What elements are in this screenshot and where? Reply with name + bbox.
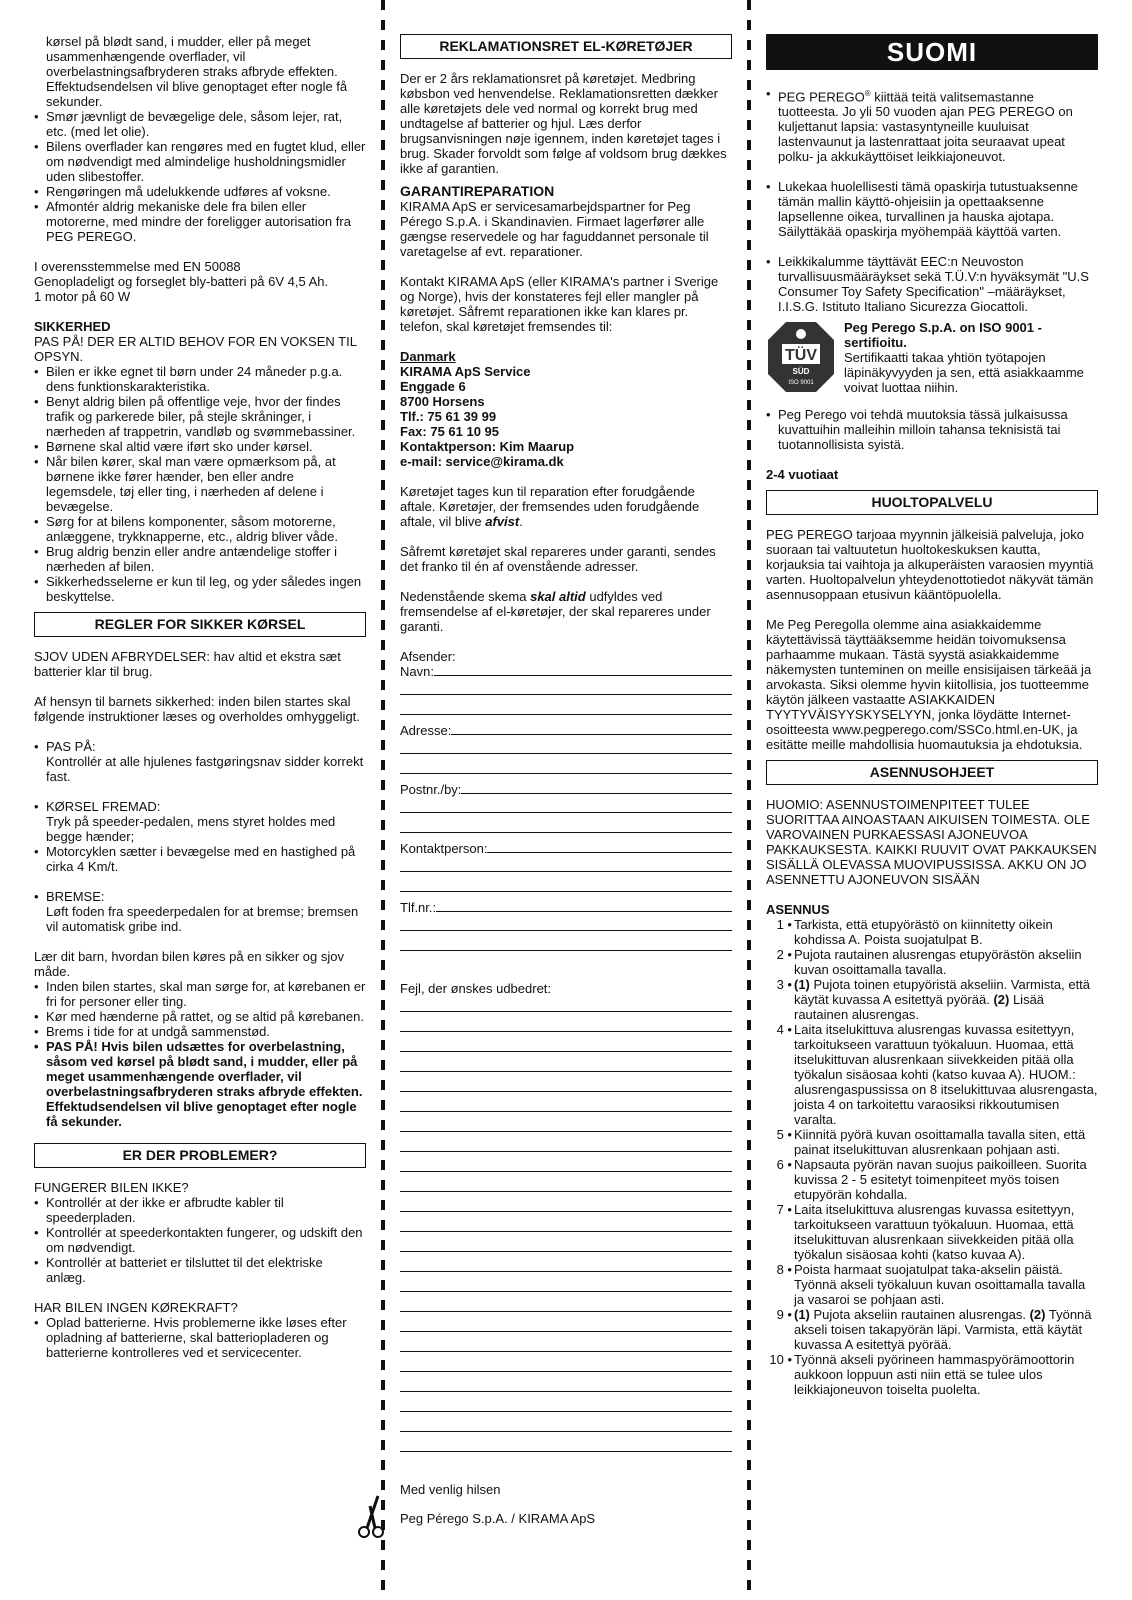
service-address — [400, 349, 732, 469]
pas-pa-text: Kontrollér at alle hjulenes fastgøringsnav sidder korrekt fast. — [46, 754, 364, 784]
brake-title: • BREMSE: — [34, 889, 366, 904]
brake-text: Løft foden fra speederpedalen for at bremse; bremsen vil automatisk gribe ind. — [46, 904, 359, 934]
list-item: • Smør jævnligt de bevægelige dele, såsom lejer, rat, etc. (med let olie). — [34, 109, 366, 139]
scissors-icon — [356, 1492, 386, 1540]
conformity-text: I overensstemmelse med EN 50088 — [34, 259, 241, 274]
list-item: • Når bilen kører, skal man være opmærksom på, at børnene ikke fører hænder, ben eller andre legemsdele, tøj eller ting, i nærheden af delene i bevægelse. — [34, 454, 366, 514]
phone-field[interactable]: Tlf.nr.: — [400, 900, 732, 915]
warranty-form — [400, 664, 732, 1452]
teach-list — [34, 979, 366, 1129]
assembly-notice: HUOMIO: ASENNUSTOIMENPITEET TULEE SUORITTAA AINOASTAAN AIKUISEN TOIMESTA. OLE VAROVAINEN PURKAESSASI AJONEUVOA PAKKAUKSESTA. KAIKKI RUUVIT OVAT PAKKAUKSEN SISÄLLÄ OLEVASSA MUOVIPUSSISSA. AKKU ON JO ASENNETTU AJONEUVON SISÄÄN — [766, 797, 1097, 888]
logo-sud-text: SÜD — [792, 367, 810, 377]
question-title: HAR BILEN INGEN KØREKRAFT? — [34, 1300, 238, 1315]
assembly-header: ASENNUSOHJEET — [766, 760, 1098, 785]
forward-title: • KØRSEL FREMAD: — [34, 799, 366, 814]
column-danish-safety — [34, 34, 366, 1360]
column-finnish — [766, 34, 1098, 1397]
list-item: • Børnene skal altid være iført sko under kørsel. — [34, 439, 366, 454]
rules-header: REGLER FOR SIKKER KØRSEL — [34, 612, 366, 637]
city: 8700 Horsens — [400, 394, 485, 409]
list-item: • Kontrollér at der ikke er afbrudte kabler til speederpladen. — [34, 1195, 366, 1225]
list-item: 2 • Pujota rautainen alusrengas etupyörästön akseliin kuvan osoittamalla tavalla. — [776, 947, 1082, 978]
list-item: • Rengøringen må udelukkende udføres af voksne. — [34, 184, 366, 199]
sender-label: Afsender: — [400, 649, 456, 664]
logo-tuv-text: TÜV — [785, 347, 817, 365]
list-item: 1 • Tarkista, että etupyörästö on kiinnitetty oikein kohdissa A. Poista suojatulpat B. — [776, 917, 1053, 948]
list-item: 6 • Napsauta pyörän navan suojus paikoilleen. Suorita kuvissa 2 - 5 esitetyt toimenpiteet myös toisen etupyörän kohdalla. — [776, 1157, 1087, 1203]
signature: Peg Pérego S.p.A. / KIRAMA ApS — [400, 1511, 596, 1526]
street: Enggade 6 — [400, 379, 466, 394]
repair-title: GARANTIREPARATION — [400, 183, 555, 199]
fax: Fax: 75 61 10 95 — [400, 424, 500, 439]
age-range: 2-4 vuotiaat — [766, 467, 839, 483]
warranty-text: Der er 2 års reklamationsret på køretøjet. Medbring købsbon ved henvendelse. Reklamationsretten dækker alle køretøjets dele ved normal og korrekt brug med undtagelse af batterier og hjul. Læs derfor brugsanvisningen nøje igennem, inden køretøjet tages i brug. Skader forvoldt som følge af voldsom brug dækkes ikke af garantien. — [400, 71, 727, 176]
standards-paragraph: • Leikkikalumme täyttävät EEC:n Neuvoston turvallisuusmääräykset sekä T.Ü.V:n hyväksymät "U.S Consumer Toy Safety Specification" –määräykset, I.I.S.G. Istituto Italiano Sicurezza Giocattoli. — [766, 254, 1098, 314]
cut-line-right — [747, 0, 751, 1600]
column-danish-warranty — [400, 34, 732, 1526]
assembly-title: ASENNUS — [766, 902, 830, 918]
question-title: FUNGERER BILEN IKKE? — [34, 1180, 189, 1195]
faults-label: Fejl, der ønskes udbedret: — [400, 981, 552, 996]
company: KIRAMA ApS Service — [400, 364, 531, 379]
list-item: • Brug aldrig benzin eller andre antændelige stoffer i nærheden af bilen. — [34, 544, 366, 574]
forward-text: Tryk på speeder-pedalen, mens styret holdes med begge hænder; — [46, 814, 336, 844]
list-item: • Kontrollér at speederkontakten fungerer, og udskift den om nødvendigt. — [34, 1225, 366, 1255]
service-header: HUOLTOPALVELU — [766, 490, 1098, 515]
service-paragraph: Me Peg Peregolla olemme aina asiakkaidemme käytettävissä täyttääksemme heidän toivomuksensa parhaamme mukaan. Tästä syystä asiakkaidemme näkemysten tunteminen on meille ensisijaisen tärkeää ja arvokasta. Siksi olemme hyvin kiitollisia, jos tuotteemme käytön jälkeen vastaatte ASIAKKAIDEN TYYTYVÄISYYSKYSELYYN, jonka löydätte Internet-osoitteesta www.pegperego.com/SSCo.html.en-UK, ja esitätte meille mahdollisia huomautuksia ja ehdotuksia. — [766, 617, 1092, 753]
list-item: • Bilen er ikke egnet til børn under 24 måneder p.g.a. dens funktionskarakteristika. — [34, 364, 366, 394]
list-item: 3 • (1) Pujota toinen etupyöristä akseliin. Varmista, että käytät kuvassa A esitettyä pyörää. (2) Lisää rautainen alusrengas. — [776, 977, 1091, 1023]
language-title: SUOMI — [766, 34, 1098, 70]
accept-text: Køretøjet tages kun til reparation efter forudgående aftale. Køretøjer, der fremsendes uden forudgående aftale, vil blive afvist. — [400, 484, 700, 529]
faults-field[interactable] — [400, 996, 732, 1452]
certification-block — [766, 320, 1098, 395]
changes-paragraph: • Peg Perego voi tehdä muutoksia tässä julkaisussa kuvattuihin malleihin milloin tahansa teknisistä tai tuotannollisista syistä. — [766, 407, 1098, 452]
list-item: 5 • Kiinnitä pyörä kuvan osoittamalla tavalla siten, että painat itselukittuvan alusrenkaan pohjaan asti. — [776, 1127, 1086, 1158]
logo-iso-text: ISO 9001 — [788, 380, 814, 387]
safety-list — [34, 364, 366, 604]
contact-person-field[interactable]: Kontaktperson: — [400, 841, 732, 856]
list-item: • Kontrollér at batteriet er tilsluttet til det elektriske anlæg. — [34, 1255, 366, 1285]
safety-title: SIKKERHED — [34, 319, 111, 334]
forward-bullet: • Motorcyklen sætter i bevægelse med en hastighed på cirka 4 Km/t. — [34, 844, 366, 874]
cert-text: Sertifikaatti takaa yhtiön työtapojen läpinäkyvyyden ja sen, että asiakkaamme voivat luottaa niihin. — [844, 350, 1084, 396]
list-item: • Sørg for at bilens komponenter, såsom motorerne, anlæggene, trykknapperne, etc., aldrig bliver våde. — [34, 514, 366, 544]
maintenance-list — [34, 109, 366, 244]
pas-pa-title: • PAS PÅ: — [34, 739, 366, 754]
battery-text: Genopladeligt og forseglet bly-batteri på 6V 4,5 Ah. — [34, 274, 329, 289]
contact-person: Kontaktperson: Kim Maarup — [400, 439, 575, 454]
list-item: • Brems i tide for at undgå sammenstød. — [34, 1024, 366, 1039]
franko-text: Såfremt køretøjet skal repareres under garanti, sendes det franko til én af ovenstående adresser. — [400, 544, 716, 574]
motor-text: 1 motor på 60 W — [34, 289, 131, 304]
form-instruction: Nedenstående skema skal altid udfyldes ved fremsendelse af el-køretøjer, der skal repareres under garanti. — [400, 589, 711, 634]
list-item: • Inden bilen startes, skal man sørge for, at kørebanen er fri for personer eller ting. — [34, 979, 366, 1009]
list-item: • Benyt aldrig bilen på offentlige veje, hvor der findes trafik og parkerede biler, på stejle skråninger, i nærheden af trappetrin, vandløb og svømmebassiner. — [34, 394, 366, 439]
intro-paragraph: • PEG PEREGO® kiittää teitä valitsemastanne tuotteesta. Jo yli 50 vuoden ajan PEG PEREGO on kuljettanut lapsia: vastasyntyneille kuuluisat lastenvaunut ja lastenrattaat joita seuraavat upeat polku- ja akkukäyttöiset leikkiajoneuvot. — [766, 86, 1098, 164]
teach-text: Lær dit barn, hvordan bilen køres på en sikker og sjov måde. — [34, 949, 344, 979]
list-item: 8 • Poista harmaat suojatulpat taka-akselin päistä. Työnnä akseli työkaluun kuvan osoittamalla tavalla ja vasaroi se pohjaan asti. — [776, 1262, 1086, 1308]
warranty-header: REKLAMATIONSRET EL-KØRETØJER — [400, 34, 732, 59]
cert-title: Peg Perego S.p.A. on ISO 9001 - sertifioitu. — [844, 320, 1042, 351]
list-item-warning: • PAS PÅ! Hvis bilen udsættes for overbelastning, såsom ved kørsel på blødt sand, i mudder, eller på meget usammenhængende overflader, vil overbelastningsafbryderen straks afbryde effekten. Effektudsendelsen vil blive genoptaget efter nogle få sekunder. — [34, 1039, 366, 1129]
list-item: • Kør med hænderne på rattet, og se altid på kørebanen. — [34, 1009, 366, 1024]
repair-text: KIRAMA ApS er servicesamarbejdspartner for Peg Pérego S.p.A. i Skandinavien. Firmaet lagerfører alle gængse reservedele og har faguddannet personale til varetagelse af evt. reparationer. — [400, 199, 709, 259]
cut-line-left — [381, 0, 385, 1600]
assembly-steps — [766, 917, 1098, 1397]
list-item: • Sikkerhedsselerne er kun til leg, og yder således ingen beskyttelse. — [34, 574, 366, 604]
regards: Med venlig hilsen — [400, 1482, 501, 1497]
name-field[interactable]: Navn: — [400, 664, 732, 679]
email: e-mail: service@kirama.dk — [400, 454, 564, 469]
list-item: 10 • Työnnä akseli pyörineen hammaspyörämoottorin aukkoon loppuun asti niin että se tulee ulos leikkiajoneuvon toiselta puolelta. — [769, 1352, 1075, 1398]
list-item: • Oplad batterierne. Hvis problemerne ikke løses efter opladning af batterierne, skal batteriopladeren og batterierne kontrolleres ved et servicecenter. — [34, 1315, 366, 1360]
read-manual-paragraph: • Lukekaa huolellisesti tämä opaskirja tutustuaksenne tämän mallin käyttö-ohjeisiin ja opettaaksenne lapsellenne oikea, turvallinen ja hauska ajotapa. Säilyttäkää opaskirja myöhempää käyttöä varten. — [766, 179, 1098, 239]
country: Danmark — [400, 349, 456, 364]
rules-paragraph: Af hensyn til barnets sikkerhed: inden bilen startes skal følgende instruktioner læses og overholdes omhyggeligt. — [34, 694, 360, 724]
contact-text: Kontakt KIRAMA ApS (eller KIRAMA's partner i Sverige og Norge), hvis der konstateres fejl eller mangler på køretøjet. Såfremt reparationen ikke kan klares pr. telefon, skal køretøjet fremsendes til: — [400, 274, 719, 334]
list-item: • Afmontér aldrig mekaniske dele fra bilen eller motorerne, med mindre der foreligger autorisation fra PEG PEREGO. — [34, 199, 366, 244]
safety-intro: PAS PÅ! DER ER ALTID BEHOV FOR EN VOKSEN TIL OPSYN. — [34, 334, 357, 364]
service-paragraph: PEG PEREGO tarjoaa myynnin jälkeisiä palveluja, joko suoraan tai valtuutetun huoltokeskuksen kautta, korjauksia tai vaihtoja ja alkuperäisten varaosien myyntiä varten. Huoltopalvelun yhteydenottotiedot näkyvät tämän asennusoppaan etusivun kääntöpuolella. — [766, 527, 1094, 603]
list-item: • Bilens overflader kan rengøres med en fugtet klud, eller om nødvendigt med almindelige husholdningsmidler uden slibestoffer. — [34, 139, 366, 184]
tuv-iso-logo — [766, 320, 836, 394]
phone: Tlf.: 75 61 39 99 — [400, 409, 497, 424]
zip-city-field[interactable]: Postnr./by: — [400, 782, 732, 797]
intro-paragraph: kørsel på blødt sand, i mudder, eller på meget usammenhængende overflader, vil overbelastningsafbryderen straks afbryde effekten. Effektudsendelsen vil blive genoptaget efter nogle få sekunder. — [46, 34, 348, 109]
list-item: 9 • (1) Pujota akseliin rautainen alusrengas. (2) Työnnä akseli toisen takapyörän läpi. Varmista, että käytät kuvassa A esitettyä pyörää. — [776, 1307, 1092, 1353]
rules-paragraph: SJOV UDEN AFBRYDELSER: hav altid et ekstra sæt batterier klar til brug. — [34, 649, 341, 679]
list-item: 4 • Laita itselukittuva alusrengas kuvassa esitettyyn, tarkoitukseen varattuun työkaluun. Huomaa, että itselukittuvan alusrenkaan siivekkeiden pitää olla työkalun sisäosaa kohti (katso kuvaa A). HUOM.: alusrengaspussissa on 8 itselukittuvaa alusrengasta, joista 4 on tarkoitettu varaosiksi rikkoutumisen varalta. — [776, 1022, 1098, 1128]
address-field[interactable]: Adresse: — [400, 723, 732, 738]
problems-header: ER DER PROBLEMER? — [34, 1143, 366, 1168]
list-item: 7 • Laita itselukittuva alusrengas kuvassa esitettyyn, tarkoitukseen varattuun työkaluun. Huomaa, että itselukittuvan alusrenkaan siivekkeiden pitää olla työkalun sisäosaa kohti (katso kuvaa A). — [776, 1202, 1075, 1263]
